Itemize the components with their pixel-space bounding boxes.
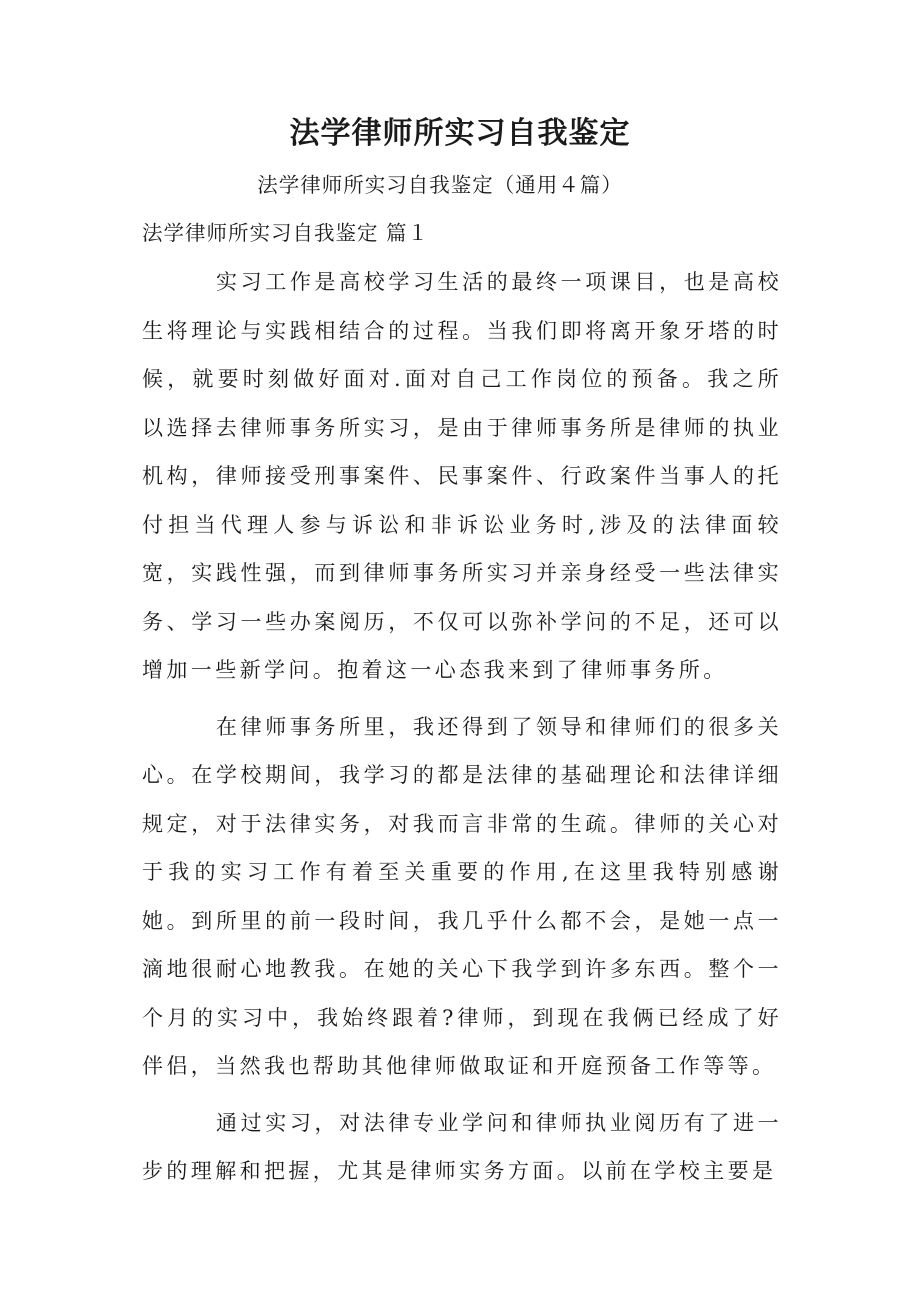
paragraph-1: 实习工作是高校学习生活的最终一项课目，也是高校生将理论与实践相结合的过程。当我们即将离开象牙塔的时候，就要时刻做好面对.面对自己工作岗位的预备。我之所以选择去律师事务所实习，是由于律师事务所是律师的执业机构，律师接受刑事案件、民事案件、行政案件当事人的托付担当代理人参与诉讼和非诉讼业务时,涉及的法律面较宽，实践性强，而到律师事务所实习并亲身经受一些法律实务、学习一些办案阅历，不仅可以弥补学问的不足，还可以增加一些新学问。抱着这一心态我来到了律师事务所。 [142, 270, 782, 682]
document-subtitle: 法学律师所实习自我鉴定（通用４篇） [257, 173, 623, 197]
paragraph-2: 在律师事务所里，我还得到了领导和律师们的很多关心。在学校期间，我学习的都是法律的基础理论和法律详细规定，对于法律实务，对我而言非常的生疏。律师的关心对于我的实习工作有着至关重要的作用,在这里我特别感谢她。到所里的前一段时间，我几乎什么都不会，是她一点一滴地很耐心地教我。在她的关心下我学到许多东西。整个一个月的实习中，我始终跟着?律师，到现在我俩已经成了好伴侣，当然我也帮助其他律师做取证和开庭预备工作等等。 [142, 714, 782, 1078]
body-text [142, 258, 782, 1196]
section-heading: 法学律师所实习自我鉴定 篇１ [142, 221, 430, 245]
paragraph-3: 通过实习，对法律专业学问和律师执业阅历有了进一步的理解和把握，尤其是律师实务方面。以前在学校主要是 [142, 1110, 782, 1183]
document-title: 法学律师所实习自我鉴定 [289, 116, 631, 151]
